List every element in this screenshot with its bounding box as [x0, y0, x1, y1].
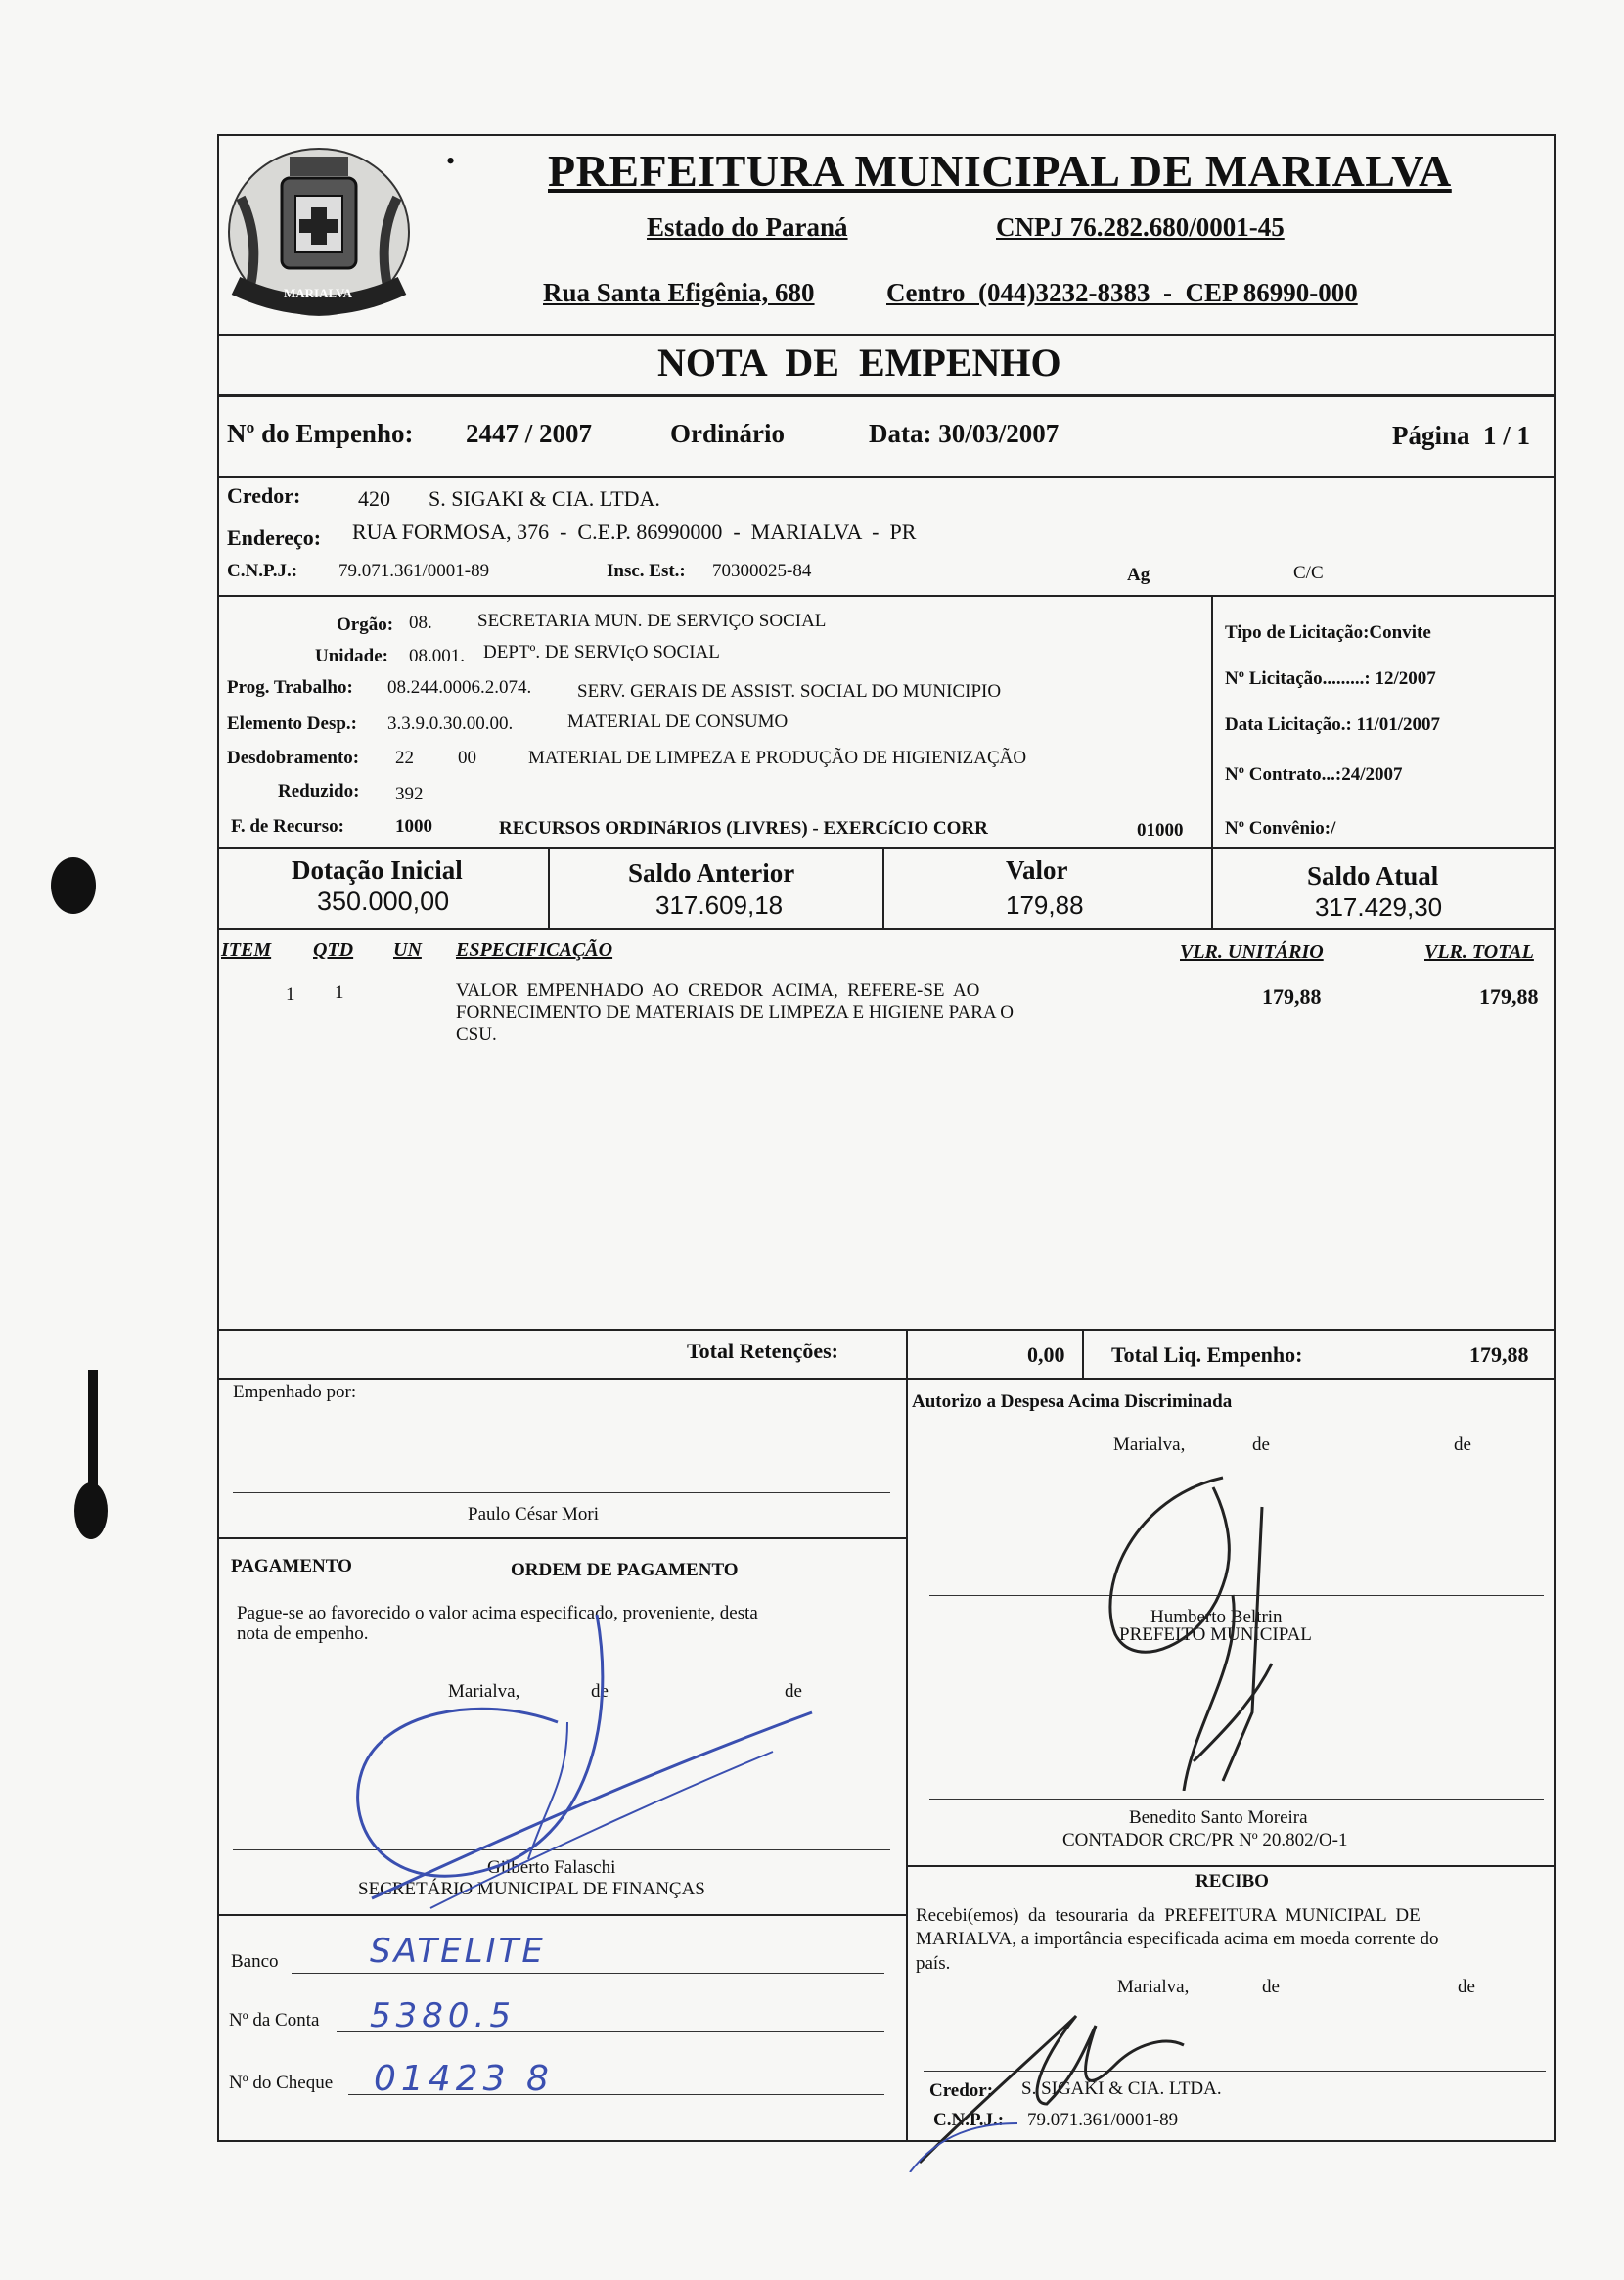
prog-label: Prog. Trabalho: [227, 677, 353, 698]
prefeito-role: PREFEITO MUNICIPAL [1119, 1624, 1312, 1645]
valor-value: 179,88 [1006, 890, 1084, 920]
conta-value: 5380.5 [370, 1996, 516, 2035]
autorizo-de2: de [1454, 1435, 1471, 1455]
recibo-label: RECIBO [1195, 1871, 1269, 1892]
recibo-cnpj: 79.071.361/0001-89 [1027, 2110, 1179, 2130]
secretario-name: Gilberto Falaschi [487, 1857, 616, 1878]
dotacao-label: Dotação Inicial [292, 855, 463, 885]
row-desc-line1: VALOR EMPENHADO AO CREDOR ACIMA, REFERE-SE AO [456, 980, 980, 1001]
binder-mark [88, 1370, 98, 1497]
recibo-cnpj-label: C.N.P.J.: [933, 2110, 1005, 2130]
unidade-code: 08.001. [409, 646, 465, 666]
empenho-label: Nº do Empenho: [227, 419, 414, 448]
recibo-signature [880, 1977, 1272, 2172]
desd-code2: 00 [458, 748, 476, 768]
banco-value: SATELITE [370, 1932, 546, 1971]
recibo-credor: S. SIGAKI & CIA. LTDA. [1021, 2078, 1222, 2099]
credor-cnpj: 79.071.361/0001-89 [338, 561, 490, 581]
secretario-signature [333, 1605, 822, 1918]
saldo-atual-value: 317.429,30 [1315, 892, 1443, 922]
empenho-number: 2447 / 2007 [466, 419, 593, 448]
recibo-text2: MARIALVA, a importância especificada acima em moeda corrente do [916, 1929, 1439, 1949]
pagamento-de1: de [591, 1681, 609, 1702]
saldo-atual-label: Saldo Atual [1307, 861, 1439, 890]
credor-insc: 70300025-84 [712, 561, 812, 581]
header-phone-cep: Centro (044)3232-8383 - CEP 86990-000 [886, 278, 1358, 307]
saldo-anterior-value: 317.609,18 [655, 890, 784, 920]
pagamento-de2: de [785, 1681, 802, 1702]
autorizo-place: Marialva, [1113, 1435, 1186, 1455]
desd-code1: 22 [395, 748, 414, 768]
credor-code: 420 [358, 486, 390, 511]
row-desc-line3: CSU. [456, 1025, 497, 1045]
recibo-text3: país. [916, 1953, 951, 1974]
valor-label: Valor [1006, 855, 1068, 885]
recibo-de2: de [1458, 1977, 1475, 1997]
licitacao-data: Data Licitação.: 11/01/2007 [1225, 714, 1441, 735]
unidade-label: Unidade: [315, 646, 388, 666]
contador-name: Benedito Santo Moreira [1129, 1807, 1308, 1828]
col-vlr-total: VLR. TOTAL [1424, 941, 1534, 963]
header-title: PREFEITURA MUNICIPAL DE MARIALVA [548, 146, 1452, 196]
reduzido-code: 392 [395, 784, 424, 804]
empenho-date: Data: 30/03/2007 [869, 419, 1060, 448]
recurso-label: F. de Recurso: [231, 816, 344, 837]
desd-label: Desdobramento: [227, 748, 360, 768]
prefeito-signature [1076, 1468, 1311, 1791]
credor-address: RUA FORMOSA, 376 - C.E.P. 86990000 - MARIALVA - PR [352, 520, 917, 544]
col-item: ITEM [221, 939, 272, 961]
credor-label: Credor: [227, 483, 301, 508]
doc-title: NOTA DE EMPENHO [657, 341, 1061, 385]
licitacao-tipo: Tipo de Licitação:Convite [1225, 622, 1431, 643]
recibo-credor-label: Credor: [929, 2080, 994, 2101]
prog-code: 08.244.0006.2.074. [387, 677, 532, 698]
col-vlr-unitario: VLR. UNITÁRIO [1180, 941, 1324, 963]
elem-label: Elemento Desp.: [227, 713, 357, 734]
row-vlr-unitario: 179,88 [1262, 984, 1322, 1009]
desd-desc: MATERIAL DE LIMPEZA E PRODUÇÃO DE HIGIENIZAÇÃO [528, 748, 1027, 768]
cheque-label: Nº do Cheque [229, 2073, 334, 2093]
empenhado-label: Empenhado por: [233, 1382, 357, 1402]
orgao-code: 08. [409, 613, 432, 633]
empenho-type: Ordinário [670, 419, 786, 448]
row-vlr-total: 179,88 [1479, 984, 1539, 1009]
col-qtd: QTD [313, 939, 354, 961]
recurso-code: 1000 [395, 816, 432, 837]
header-cnpj: CNPJ 76.282.680/0001-45 [996, 212, 1285, 242]
credor-cnpj-label: C.N.P.J.: [227, 561, 298, 581]
recibo-text1: Recebi(emos) da tesouraria da PREFEITURA MUNICIPAL DE [916, 1905, 1421, 1926]
pagamento-text2: nota de empenho. [237, 1623, 369, 1644]
liq-empenho-label: Total Liq. Empenho: [1111, 1343, 1303, 1367]
empenho-page: Página 1 / 1 [1392, 421, 1531, 450]
recurso-code2: 01000 [1137, 820, 1184, 841]
credor-address-label: Endereço: [227, 525, 322, 550]
orgao-desc: SECRETARIA MUN. DE SERVIÇO SOCIAL [477, 611, 827, 631]
prog-desc: SERV. GERAIS DE ASSIST. SOCIAL DO MUNICIPIO [577, 681, 1002, 702]
dotacao-value: 350.000,00 [317, 887, 450, 916]
autorizo-label: Autorizo a Despesa Acima Discriminada [912, 1391, 1233, 1412]
credor-insc-label: Insc. Est.: [607, 561, 686, 581]
credor-cc-label: C/C [1293, 563, 1324, 583]
recurso-desc: RECURSOS ORDINáRIOS (LIVRES) - EXERCíCIO CORR [499, 818, 988, 839]
saldo-anterior-label: Saldo Anterior [628, 858, 795, 888]
col-un: UN [393, 939, 422, 961]
header-dot: • [446, 147, 456, 175]
recibo-place: Marialva, [1117, 1977, 1190, 1997]
credor-ag-label: Ag [1127, 565, 1150, 585]
recibo-de1: de [1262, 1977, 1280, 1997]
pagamento-label: PAGAMENTO [231, 1556, 352, 1576]
col-especificacao: ESPECIFICAÇÃO [456, 939, 613, 961]
liq-empenho-value: 179,88 [1469, 1343, 1529, 1367]
elem-code: 3.3.9.0.30.00.00. [387, 713, 514, 734]
seal-text: MARIALVA [284, 286, 353, 300]
punch-hole-top [51, 857, 96, 914]
autorizo-de1: de [1252, 1435, 1270, 1455]
cheque-value: 01423 8 [374, 2059, 554, 2099]
pagamento-text1: Pague-se ao favorecido o valor acima especificado, proveniente, desta [237, 1603, 758, 1623]
conta-label: Nº da Conta [229, 2010, 320, 2030]
prefeito-name: Humberto Beltrin [1150, 1607, 1283, 1627]
orgao-label: Orgão: [337, 615, 394, 635]
unidade-desc: DEPTº. DE SERVIçO SOCIAL [483, 642, 720, 662]
licitacao-numero: Nº Licitação.........: 12/2007 [1225, 668, 1436, 689]
retencoes-label: Total Retenções: [687, 1339, 838, 1363]
licitacao-convenio: Nº Convênio:/ [1225, 818, 1336, 839]
header-state: Estado do Paraná [647, 212, 848, 242]
credor-name: S. SIGAKI & CIA. LTDA. [429, 486, 660, 511]
row-item: 1 [286, 984, 295, 1005]
row-qtd: 1 [335, 982, 344, 1003]
ordem-pagamento-label: ORDEM DE PAGAMENTO [511, 1560, 739, 1580]
licitacao-contrato: Nº Contrato...:24/2007 [1225, 764, 1403, 785]
row-desc-line2: FORNECIMENTO DE MATERIAIS DE LIMPEZA E HIGIENE PARA O [456, 1002, 1015, 1023]
contador-role: CONTADOR CRC/PR Nº 20.802/O-1 [1062, 1830, 1348, 1850]
pagamento-place: Marialva, [448, 1681, 520, 1702]
reduzido-label: Reduzido: [278, 781, 360, 801]
secretario-role: SECRETÁRIO MUNICIPAL DE FINANÇAS [358, 1879, 705, 1899]
header-address: Rua Santa Efigênia, 680 [543, 278, 815, 307]
elem-desc: MATERIAL DE CONSUMO [567, 711, 789, 732]
retencoes-value: 0,00 [1027, 1343, 1065, 1367]
empenhado-name: Paulo César Mori [468, 1504, 600, 1525]
banco-label: Banco [231, 1951, 279, 1972]
